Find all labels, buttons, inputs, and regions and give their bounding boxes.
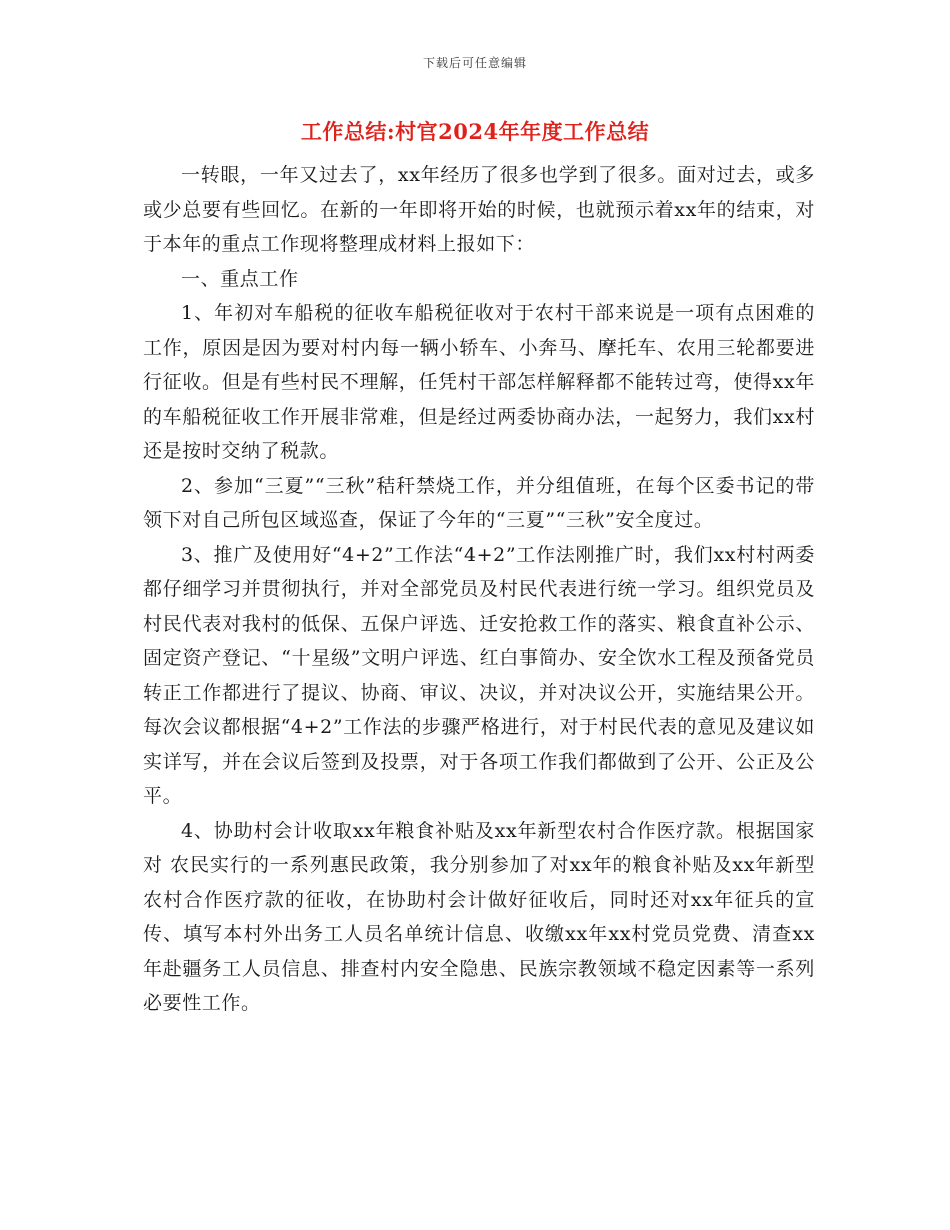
document-title: 工作总结:村官2024年年度工作总结 (300, 119, 650, 144)
paragraph-item-3: 3、推广及使用好“4+2”工作法“4+2”工作法刚推广时，我们xx村村两委都仔细学习并贯彻执行，并对全部党员及村民代表进行统一学习。组织党员及村民代表对我村的低保、五保户评选、迁安抢救工作的落实、粮食直补公示、固定资产登记、“十星级”文明户评选、红白事简办、安全饮水工程及预备党员转正工作都进行了提议、协商、审议、决议，并对决议公开，实施结果公开。每次会议都根据“4+2”工作法的步骤严格进行，对于村民代表的意见及建议如实详写，并在会议后签到及投票，对于各项工作我们都做到了公开、公正及公平。 (143, 543, 815, 807)
document-body (143, 158, 815, 1021)
section-heading-key-work: 一、重点工作 (181, 267, 299, 290)
paragraph-item-4: 4、协助村会计收取xx年粮食补贴及xx年新型农村合作医疗款。根据国家对 农民实行的一系列惠民政策，我分别参加了对xx年的粮食补贴及xx年新型农村合作医疗款的征收，在协助村会计做好征收后，同时还对xx年征兵的宣传、填写本村外出务工人员名单统计信息、收缴xx年xx村党员党费、清查xx年赴疆务工人员信息、排查村内安全隐患、民族宗教领域不稳定因素等一系列必要性工作。 (143, 819, 815, 1014)
paragraph-item-1: 1、年初对车船税的征收车船税征收对于农村干部来说是一项有点困难的工作，原因是因为要对村内每一辆小轿车、小奔马、摩托车、农用三轮都要进行征收。但是有些村民不理解，任凭村干部怎样解释都不能转过弯，使得xx年的车船税征收工作开展非常难，但是经过两委协商办法，一起努力，我们xx村还是按时交纳了税款。 (143, 302, 815, 462)
header-note: 下载后可任意编辑 (422, 56, 527, 70)
paragraph-item-2: 2、参加“三夏”“三秋”秸秆禁烧工作，并分组值班，在每个区委书记的带领下对自己所包区域巡查，保证了今年的“三夏”“三秋”安全度过。 (143, 474, 815, 531)
intro-paragraph: 一转眼，一年又过去了，xx年经历了很多也学到了很多。面对过去，或多或少总要有些回忆。在新的一年即将开始的时候，也就预示着xx年的结束，对于本年的重点工作现将整理成材料上报如下： (143, 164, 815, 255)
